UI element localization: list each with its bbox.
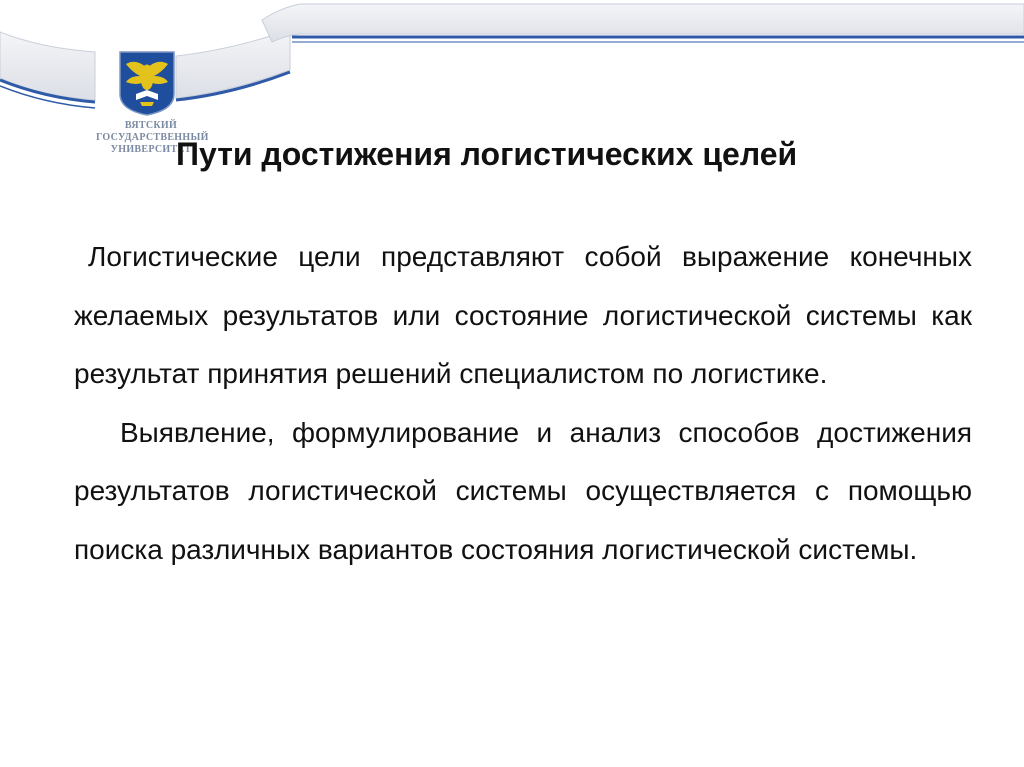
university-eagle-crest-icon [118, 50, 176, 116]
university-logo [118, 50, 176, 116]
university-name-line: ГОСУДАРСТВЕННЫЙ [96, 132, 209, 143]
paragraph: Логистические цели представляют собой выражение конечных желаемых результатов или состояние логистической системы как результат принятия решений специалистом по логистике. [74, 241, 972, 389]
paragraph: Выявление, формулирование и анализ способов достижения результатов логистической системы осуществляется с помощью поиска различных вариантов состояния логистической системы. [74, 416, 972, 565]
university-name-line: УНИВЕРСИТЕТ [110, 144, 192, 155]
university-name-line: ВЯТСКИЙ [124, 120, 178, 131]
slide-body [74, 228, 972, 579]
slide-title: Пути достижения логистических целей [176, 136, 798, 172]
